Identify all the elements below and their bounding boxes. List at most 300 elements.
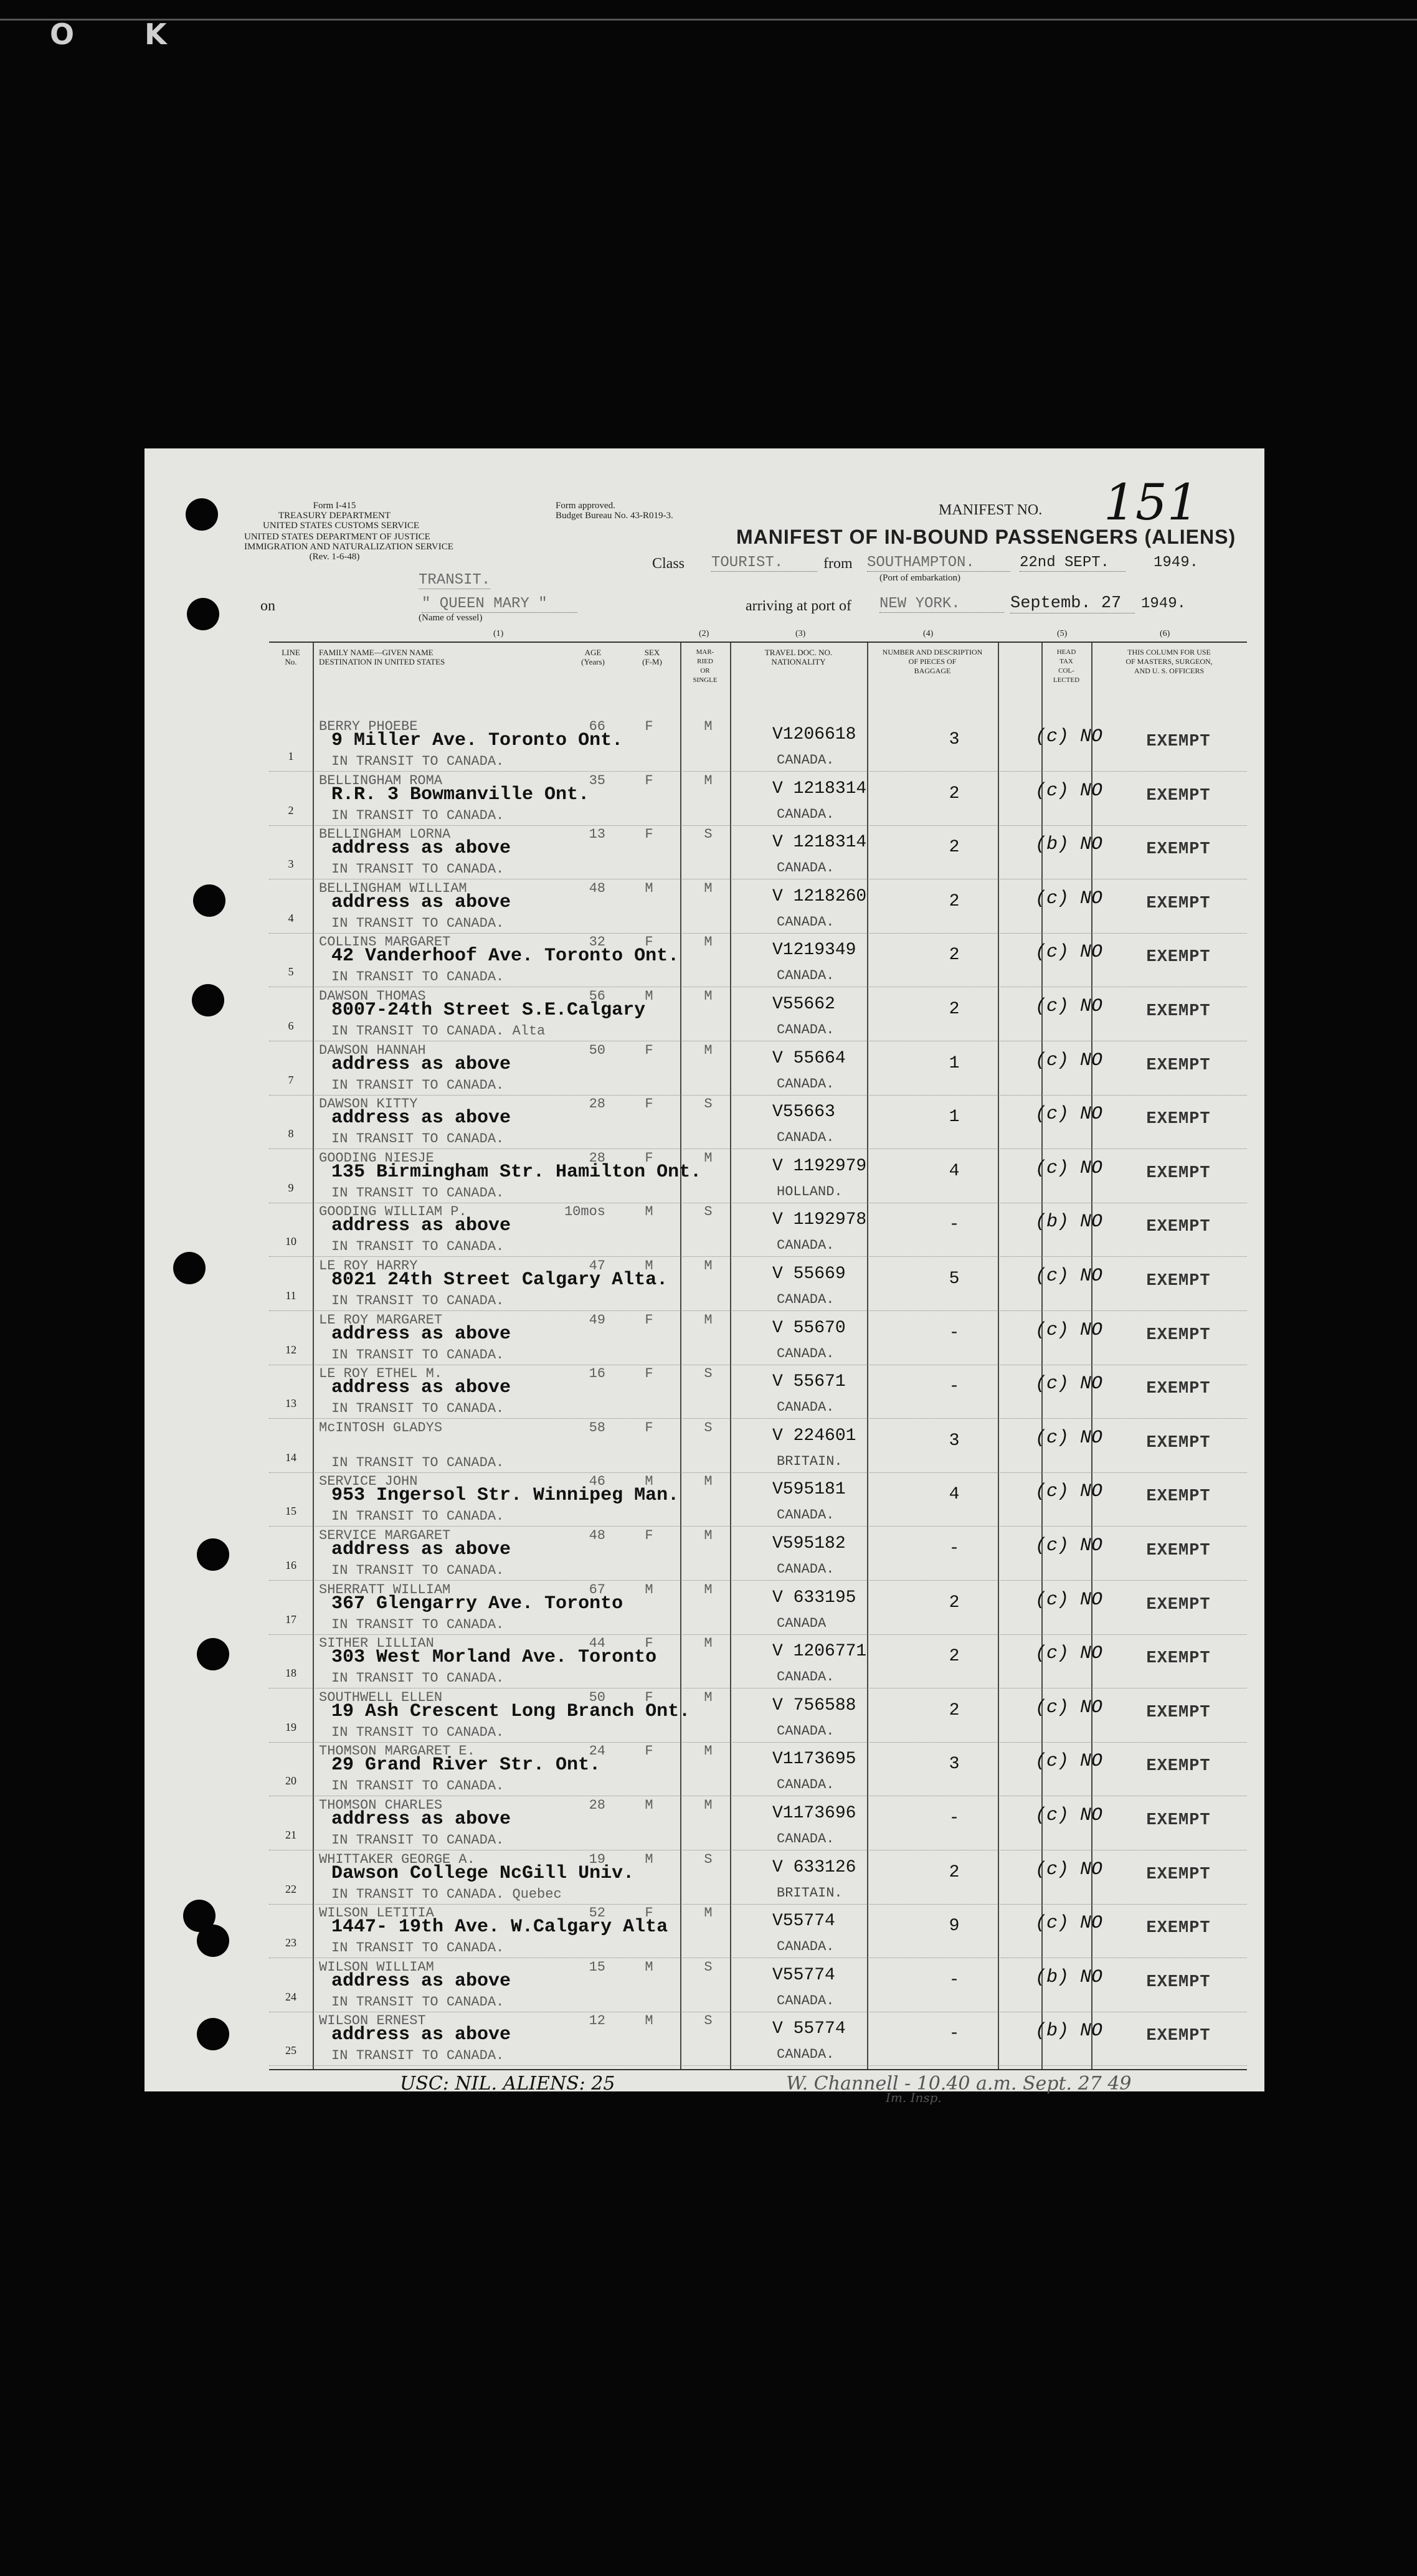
embarkation-date: 22nd SEPT. — [1020, 554, 1126, 572]
passenger-sex: F — [645, 1636, 653, 1652]
travel-doc-no: V 1218260 — [772, 886, 867, 906]
passenger-age: 24 — [589, 1743, 605, 1759]
travel-doc-no: V1219349 — [772, 940, 856, 960]
transit-note: IN TRANSIT TO CANADA. Quebec — [331, 1886, 562, 1902]
destination-address: 367 Glengarry Ave. Toronto — [331, 1593, 623, 1614]
transit-note: IN TRANSIT TO CANADA. — [331, 1994, 505, 2010]
baggage-count: 2 — [949, 1700, 960, 1720]
port-embarkation-caption: (Port of embarkation) — [879, 573, 960, 583]
travel-doc-no: V 756588 — [772, 1695, 856, 1715]
officer-stamp: EXEMPT — [1146, 1757, 1211, 1776]
officer-stamp: EXEMPT — [1146, 1218, 1211, 1237]
passenger-sex: F — [645, 1689, 653, 1705]
passenger-name: DAWSON THOMAS — [319, 988, 426, 1004]
line-number: 12 — [285, 1343, 296, 1356]
class-label: Class — [652, 556, 685, 572]
passenger-sex: M — [645, 1851, 653, 1867]
head-tax: (c) NO — [1035, 1266, 1103, 1287]
marital-status: M — [704, 719, 713, 734]
travel-doc-no: V 55664 — [772, 1048, 846, 1068]
page-title: MANIFEST OF IN-BOUND PASSENGERS (ALIENS) — [736, 526, 1236, 548]
table-row — [269, 1149, 1247, 1203]
class-value: TOURIST. — [711, 554, 817, 572]
passenger-age: 52 — [589, 1905, 605, 1921]
officer-stamp: EXEMPT — [1146, 1865, 1211, 1884]
marital-status: M — [704, 934, 713, 950]
baggage-count: - — [949, 1970, 960, 1990]
line-number: 6 — [288, 1020, 294, 1032]
transit-note: IN TRANSIT TO CANADA. — [331, 754, 505, 769]
officer-stamp: EXEMPT — [1146, 1811, 1211, 1830]
head-tax: (c) NO — [1035, 1805, 1103, 1826]
officer-stamp: EXEMPT — [1146, 1649, 1211, 1669]
nationality: CANADA. — [777, 1076, 835, 1092]
transit-note: IN TRANSIT TO CANADA. — [331, 1347, 505, 1363]
passenger-name: BELLINGHAM LORNA — [319, 826, 451, 843]
binder-hole — [173, 1252, 206, 1284]
column-number: (1) — [493, 629, 504, 638]
passenger-name: McINTOSH GLADYS — [319, 1419, 443, 1436]
travel-doc-no: V55774 — [772, 1911, 835, 1931]
table-row — [269, 1581, 1247, 1635]
head-tax: (c) NO — [1035, 1157, 1103, 1179]
passenger-age: 46 — [589, 1474, 605, 1490]
arrival-port: NEW YORK. — [879, 595, 1004, 613]
line-number: 8 — [288, 1127, 294, 1140]
line-number: 15 — [285, 1505, 296, 1518]
line-number: 19 — [285, 1720, 296, 1733]
nationality: BRITAIN. — [777, 1453, 843, 1469]
passenger-sex: F — [645, 1743, 653, 1759]
travel-doc-no: V595181 — [772, 1480, 846, 1500]
port-embarkation: SOUTHAMPTON. — [867, 554, 1010, 572]
passenger-name: SERVICE MARGARET — [319, 1528, 451, 1543]
passenger-age: 58 — [589, 1419, 605, 1436]
marital-status: S — [704, 1851, 713, 1867]
passenger-name: DAWSON HANNAH — [319, 1042, 426, 1058]
manifest-page — [145, 448, 1264, 2105]
table-row — [269, 1850, 1247, 1905]
travel-doc-no: V595182 — [772, 1534, 846, 1553]
table-row — [269, 717, 1247, 772]
travel-doc-no: V55662 — [772, 995, 835, 1014]
passenger-name: COLLINS MARGARET — [319, 934, 451, 950]
passenger-sex: F — [645, 1150, 653, 1166]
passenger-sex: M — [645, 1474, 653, 1490]
from-label: from — [823, 556, 853, 572]
officer-stamp: EXEMPT — [1146, 1541, 1211, 1560]
table-row — [269, 1203, 1247, 1257]
passenger-sex: F — [645, 1905, 653, 1921]
marital-status: M — [704, 988, 713, 1004]
transit-note: IN TRANSIT TO CANADA. — [331, 1832, 505, 1848]
marital-status: M — [704, 1312, 713, 1328]
head-tax: (c) NO — [1035, 1859, 1103, 1880]
destination-address: address as above — [331, 1539, 511, 1560]
transit-note: IN TRANSIT TO CANADA. — [331, 1563, 505, 1578]
baggage-count: - — [949, 2024, 960, 2044]
destination-address: address as above — [331, 2024, 511, 2046]
justice-block — [244, 532, 453, 562]
officer-stamp: EXEMPT — [1146, 732, 1211, 751]
baggage-count: 1 — [949, 1053, 960, 1073]
passenger-sex: F — [645, 826, 653, 843]
line-number: 22 — [285, 1882, 296, 1895]
marital-status: S — [704, 1096, 713, 1112]
passenger-name: SOUTHWELL ELLEN — [319, 1689, 443, 1705]
baggage-count: 1 — [949, 1107, 960, 1127]
line-number: 9 — [288, 1181, 294, 1194]
travel-doc-no: V55774 — [772, 1965, 835, 1985]
nationality: CANADA. — [777, 2047, 835, 2063]
table-row — [269, 1365, 1247, 1419]
baggage-count: 2 — [949, 838, 960, 858]
transit-note: IN TRANSIT TO CANADA. — [331, 1239, 505, 1255]
passenger-age: 48 — [589, 1528, 605, 1543]
baggage-count: - — [949, 1539, 960, 1558]
alien-count-note: USC: NIL. ALIENS: 25 — [400, 2073, 615, 2095]
form-approved: Form approved. — [556, 501, 615, 511]
transit-note: IN TRANSIT TO CANADA. — [331, 1293, 505, 1309]
table-row — [269, 987, 1247, 1041]
line-number: 17 — [285, 1612, 296, 1626]
passenger-name: WILSON WILLIAM — [319, 1959, 434, 1975]
transit-note: IN TRANSIT TO CANADA. — [331, 1401, 505, 1417]
destination-address: address as above — [331, 891, 511, 913]
column-number: (3) — [795, 629, 806, 638]
travel-doc-no: V 633126 — [772, 1857, 856, 1877]
header-line-no: LINE No. — [282, 648, 300, 666]
passenger-age: 67 — [589, 1581, 605, 1598]
arrival-year: 1949. — [1141, 595, 1187, 612]
passenger-name: LE ROY HARRY — [319, 1258, 418, 1274]
marital-status: M — [704, 1528, 713, 1543]
baggage-count: - — [949, 1215, 960, 1235]
travel-doc-no: V 1206771 — [772, 1642, 867, 1662]
destination-address: 135 Birmingham Str. Hamilton Ont. — [331, 1161, 702, 1183]
officer-stamp: EXEMPT — [1146, 1272, 1211, 1290]
line-number: 4 — [288, 911, 294, 924]
nationality: CANADA. — [777, 1777, 835, 1793]
line-number: 16 — [285, 1559, 296, 1571]
travel-doc-no: V 55670 — [772, 1318, 846, 1338]
officer-stamp: EXEMPT — [1146, 894, 1211, 913]
marital-status: S — [704, 1959, 713, 1975]
budget-bureau: Budget Bureau No. 43-R019-3. — [556, 511, 673, 521]
passenger-age: 49 — [589, 1312, 605, 1328]
baggage-count: 5 — [949, 1269, 960, 1289]
table-row — [269, 1257, 1247, 1311]
destination-address: address as above — [331, 1809, 511, 1830]
officer-stamp: EXEMPT — [1146, 1056, 1211, 1075]
officer-stamp: EXEMPT — [1146, 1703, 1211, 1722]
passenger-name: BELLINGHAM ROMA — [319, 772, 443, 788]
on-label: on — [260, 598, 275, 614]
destination-address: 1447- 19th Ave. W.Calgary Alta — [331, 1916, 668, 1938]
head-tax: (b) NO — [1035, 2020, 1103, 2042]
transit-note: IN TRANSIT TO CANADA. — [331, 861, 505, 878]
passenger-sex: M — [645, 1959, 653, 1975]
baggage-count: - — [949, 1809, 960, 1828]
binder-hole — [192, 984, 224, 1016]
line-number: 1 — [288, 750, 294, 762]
header-sex: SEX (F-M) — [642, 648, 662, 666]
line-number: 10 — [285, 1235, 296, 1248]
passenger-name: LE ROY ETHEL M. — [319, 1366, 443, 1382]
officer-stamp: EXEMPT — [1146, 1110, 1211, 1129]
passenger-age: 28 — [589, 1150, 605, 1166]
nationality: CANADA. — [777, 860, 835, 876]
transit-note: TRANSIT. — [419, 572, 491, 589]
head-tax: (c) NO — [1035, 1319, 1103, 1341]
baggage-count: 9 — [949, 1916, 960, 1936]
officer-stamp: EXEMPT — [1146, 948, 1211, 967]
arriving-label: arriving at port of — [746, 598, 851, 614]
head-tax: (c) NO — [1035, 1697, 1103, 1718]
destination-address: address as above — [331, 1107, 511, 1129]
passenger-sex: M — [645, 880, 653, 896]
line-number: 20 — [285, 1774, 296, 1788]
transit-note: IN TRANSIT TO CANADA. — [331, 1131, 505, 1147]
line-number: 7 — [288, 1073, 294, 1086]
binder-hole — [197, 2018, 229, 2050]
table-row — [269, 1311, 1247, 1365]
passenger-sex: M — [645, 1258, 653, 1274]
travel-doc-no: V 55669 — [772, 1264, 846, 1284]
transit-note: IN TRANSIT TO CANADA. — [331, 1077, 505, 1093]
baggage-count: 2 — [949, 945, 960, 965]
table-row — [269, 1419, 1247, 1473]
transit-note: IN TRANSIT TO CANADA. — [331, 807, 505, 823]
header-married: MAR- RIED OR SINGLE — [693, 648, 718, 684]
head-tax: (c) NO — [1035, 942, 1103, 964]
marital-status: S — [704, 1366, 713, 1382]
nationality: CANADA. — [777, 1130, 835, 1146]
destination-address: address as above — [331, 1053, 511, 1075]
table-row — [269, 1472, 1247, 1527]
passenger-name: BERRY PHOEBE — [319, 719, 418, 734]
head-tax: (c) NO — [1035, 1481, 1103, 1503]
passenger-name: THOMSON MARGARET E. — [319, 1743, 475, 1759]
passenger-sex: F — [645, 1096, 653, 1112]
travel-doc-no: V1206618 — [772, 725, 856, 744]
passenger-age: 12 — [589, 2013, 605, 2029]
baggage-count: 2 — [949, 1593, 960, 1612]
head-tax: (c) NO — [1035, 1104, 1103, 1125]
arrival-date: Septemb. 27 — [1010, 594, 1135, 613]
destination-address: address as above — [331, 838, 511, 859]
passenger-age: 56 — [589, 988, 605, 1004]
passenger-name: WILSON LETITIA — [319, 1905, 434, 1921]
destination-address: address as above — [331, 1377, 511, 1399]
line-number: 23 — [285, 1936, 296, 1949]
line-number: 24 — [285, 1990, 296, 2003]
film-mark-left: O — [50, 17, 75, 51]
transit-note: IN TRANSIT TO CANADA. Alta — [331, 1023, 546, 1039]
destination-address: 9 Miller Ave. Toronto Ont. — [331, 730, 623, 751]
officer-stamp: EXEMPT — [1146, 1972, 1211, 1992]
binder-hole — [197, 1638, 229, 1670]
binder-hole — [197, 1538, 229, 1571]
head-tax: (c) NO — [1035, 1535, 1103, 1556]
passenger-table — [269, 629, 1247, 2070]
passenger-sex: M — [645, 2013, 653, 2029]
passenger-age: 32 — [589, 934, 605, 950]
header-officers: THIS COLUMN FOR USE OF MASTERS, SURGEON, AND U. S. OFFICERS — [1126, 648, 1213, 675]
officer-stamp: EXEMPT — [1146, 1595, 1211, 1614]
travel-doc-no: V 55774 — [772, 2019, 846, 2039]
binder-hole — [187, 598, 219, 630]
marital-status: M — [704, 1689, 713, 1705]
head-tax: (c) NO — [1035, 1751, 1103, 1773]
head-tax: (b) NO — [1035, 834, 1103, 856]
table-row — [269, 1958, 1247, 2012]
transit-note: IN TRANSIT TO CANADA. — [331, 1724, 505, 1740]
baggage-count: - — [949, 1377, 960, 1397]
destination-address: address as above — [331, 1215, 511, 1237]
head-tax: (c) NO — [1035, 888, 1103, 909]
officer-stamp: EXEMPT — [1146, 1002, 1211, 1021]
nationality: HOLLAND. — [777, 1183, 843, 1200]
nationality: CANADA. — [777, 1507, 835, 1523]
passenger-sex: F — [645, 719, 653, 734]
travel-doc-no: V1173696 — [772, 1804, 856, 1823]
column-number: (5) — [1057, 629, 1068, 638]
baggage-count: 2 — [949, 1000, 960, 1019]
table-row — [269, 933, 1247, 987]
travel-doc-no: V 1218314 — [772, 833, 867, 853]
form-revision: (Rev. 1-6-48) — [309, 552, 360, 562]
baggage-count: 3 — [949, 730, 960, 749]
manifest-number: 151 — [1104, 473, 1199, 531]
nationality: CANADA. — [777, 1022, 835, 1038]
table-row — [269, 1796, 1247, 1850]
line-number: 18 — [285, 1667, 296, 1680]
head-tax: (b) NO — [1035, 1211, 1103, 1233]
marital-status: M — [704, 1743, 713, 1759]
travel-doc-no: V1173695 — [772, 1750, 856, 1769]
head-tax: (c) NO — [1035, 1643, 1103, 1665]
passenger-sex: F — [645, 1312, 653, 1328]
nationality: CANADA. — [777, 1399, 835, 1416]
table-row — [269, 772, 1247, 826]
travel-doc-no: V 55671 — [772, 1372, 846, 1392]
officer-stamp: EXEMPT — [1146, 1433, 1211, 1452]
nationality: CANADA. — [777, 1669, 835, 1685]
baggage-count: 3 — [949, 1754, 960, 1774]
marital-status: M — [704, 772, 713, 788]
nationality: BRITAIN. — [777, 1885, 843, 1901]
line-number: 11 — [285, 1289, 296, 1302]
baggage-count: 2 — [949, 1647, 960, 1667]
marital-status: M — [704, 1905, 713, 1921]
baggage-count: - — [949, 1323, 960, 1343]
passenger-sex: F — [645, 1042, 653, 1058]
table-row — [269, 1527, 1247, 1581]
form-id-block — [263, 501, 420, 531]
passenger-name: SHERRATT WILLIAM — [319, 1581, 451, 1598]
destination-address: address as above — [331, 1323, 511, 1345]
header-name: FAMILY NAME—GIVEN NAME DESTINATION IN UNITED STATES — [319, 648, 445, 666]
column-number: (2) — [699, 629, 709, 638]
transit-note: IN TRANSIT TO CANADA. — [331, 1670, 505, 1687]
passenger-age: 13 — [589, 826, 605, 843]
passenger-age: 44 — [589, 1636, 605, 1652]
line-number: 13 — [285, 1397, 296, 1410]
passenger-age: 47 — [589, 1258, 605, 1274]
passenger-name: GOODING WILLIAM P. — [319, 1204, 467, 1220]
table-row — [269, 1688, 1247, 1743]
baggage-count: 2 — [949, 784, 960, 803]
passenger-age: 66 — [589, 719, 605, 734]
nationality: CANADA. — [777, 1292, 835, 1307]
nationality: CANADA — [777, 1615, 827, 1631]
passenger-sex: F — [645, 934, 653, 950]
passenger-age: 35 — [589, 772, 605, 788]
travel-doc-no: V 224601 — [772, 1426, 856, 1446]
nationality: CANADA. — [777, 1345, 835, 1361]
destination-address: 8007-24th Street S.E.Calgary — [331, 1000, 646, 1021]
nationality: CANADA. — [777, 1831, 835, 1847]
treasury-dept: TREASURY DEPARTMENT — [278, 511, 391, 521]
marital-status: M — [704, 1042, 713, 1058]
marital-status: M — [704, 1150, 713, 1166]
baggage-count: 2 — [949, 891, 960, 911]
transit-note: IN TRANSIT TO CANADA. — [331, 1185, 505, 1201]
passenger-age: 28 — [589, 1096, 605, 1112]
destination-address: R.R. 3 Bowmanville Ont. — [331, 784, 590, 805]
transit-note: IN TRANSIT TO CANADA. — [331, 1616, 505, 1632]
head-tax: (c) NO — [1035, 1427, 1103, 1449]
passenger-sex: M — [645, 1204, 653, 1220]
transit-note: IN TRANSIT TO CANADA. — [331, 1940, 505, 1956]
table-row — [269, 825, 1247, 879]
vessel-caption: (Name of vessel) — [419, 613, 483, 623]
line-number: 3 — [288, 858, 294, 871]
transit-note: IN TRANSIT TO CANADA. — [331, 2048, 505, 2064]
head-tax: (b) NO — [1035, 1966, 1103, 1988]
line-number: 14 — [285, 1451, 296, 1464]
head-tax: (c) NO — [1035, 726, 1103, 747]
passenger-age: 50 — [589, 1689, 605, 1705]
passenger-name: GOODING NIESJE — [319, 1150, 434, 1166]
inspector-title: Im. Insp. — [886, 2090, 942, 2105]
destination-address: address as above — [331, 1970, 511, 1992]
table-row — [269, 1742, 1247, 1796]
passenger-name: THOMSON CHARLES — [319, 1797, 443, 1813]
inspector-signature: W. Channell - 10.40 a.m. Sept. 27 49 — [786, 2073, 1132, 2095]
marital-status: M — [704, 1636, 713, 1652]
transit-note: IN TRANSIT TO CANADA. — [331, 969, 505, 985]
travel-doc-no: V 1218314 — [772, 779, 867, 798]
nationality: CANADA. — [777, 752, 835, 768]
marital-status: M — [704, 1258, 713, 1274]
nationality: CANADA. — [777, 806, 835, 822]
travel-doc-no: V55663 — [772, 1102, 835, 1122]
destination-address: Dawson College NcGill Univ. — [331, 1862, 635, 1884]
marital-status: S — [704, 1204, 713, 1220]
passenger-sex: F — [645, 1419, 653, 1436]
line-number: 5 — [288, 965, 294, 978]
passenger-name: DAWSON KITTY — [319, 1096, 418, 1112]
transit-note: IN TRANSIT TO CANADA. — [331, 1778, 505, 1794]
nationality: CANADA. — [777, 1723, 835, 1739]
passenger-age: 50 — [589, 1042, 605, 1058]
line-number: 21 — [285, 1829, 296, 1841]
nationality: CANADA. — [777, 914, 835, 930]
passenger-name: WHITTAKER GEORGE A. — [319, 1851, 475, 1867]
travel-doc-no: V 633195 — [772, 1588, 856, 1608]
